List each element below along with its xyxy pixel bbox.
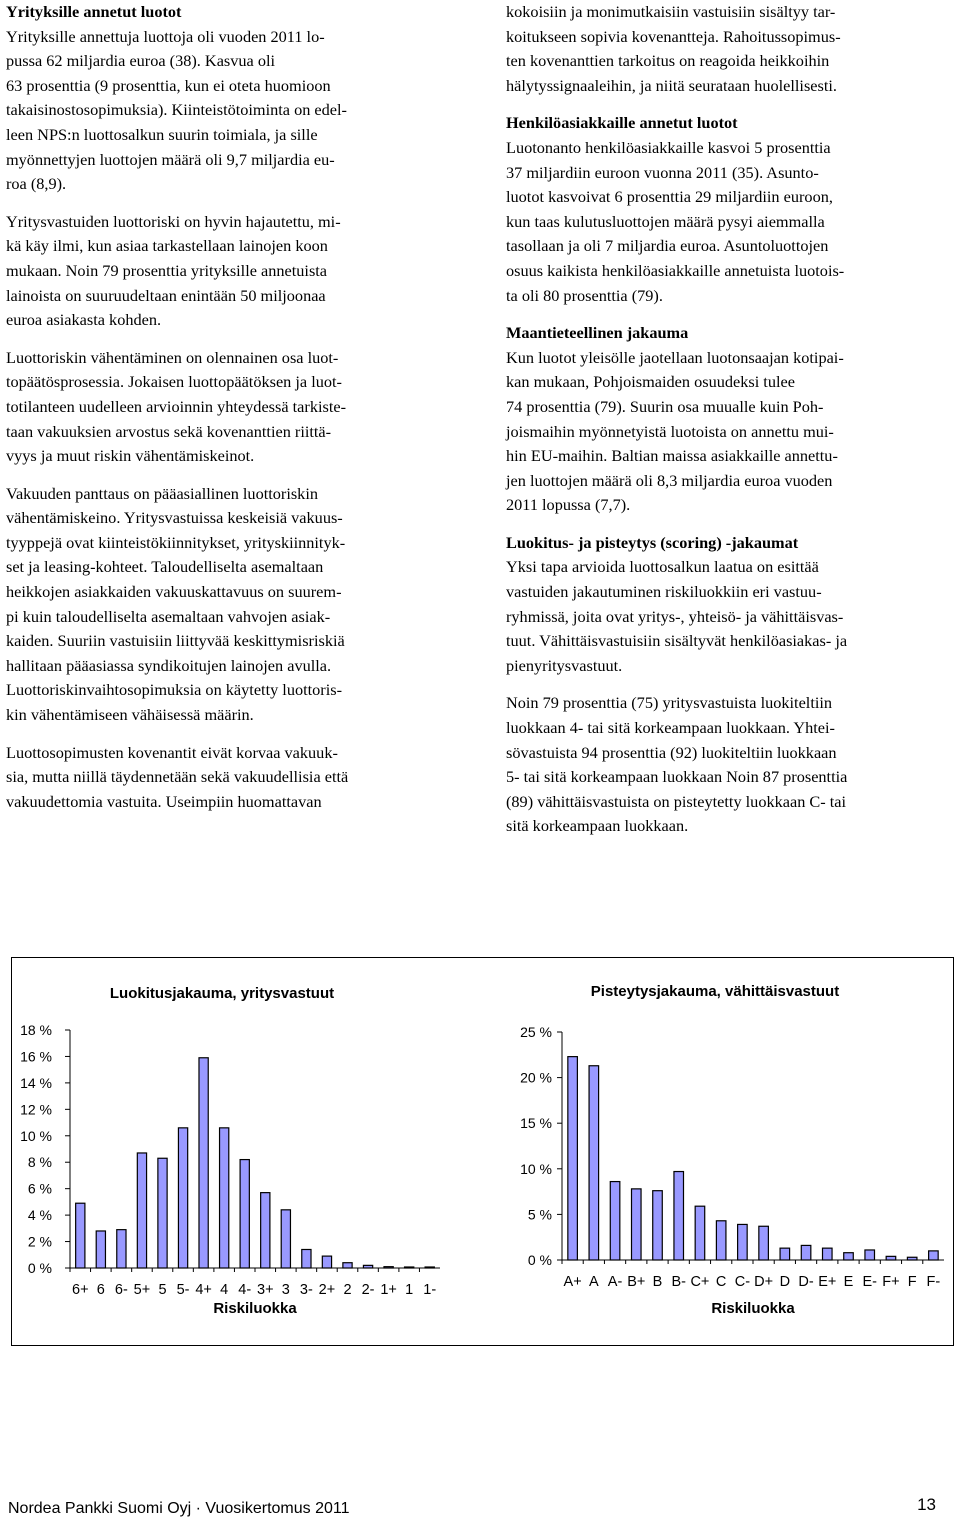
text-line: pienyritysvastuut. xyxy=(506,655,623,675)
y-tick-label: 6 % xyxy=(27,1180,52,1197)
bar xyxy=(96,1231,105,1268)
chart-title: Pisteytysjakauma, vähittäisvastuut xyxy=(590,983,840,1000)
charts-svg xyxy=(12,958,953,1345)
text-line: set ja leasing-kohteet. Taloudelliselta asemaltaan xyxy=(6,557,324,577)
paragraph xyxy=(506,321,954,518)
page-number: 13 xyxy=(917,1495,936,1514)
y-tick-label: 18 % xyxy=(20,1022,52,1038)
x-tick-label: 4+ xyxy=(195,1282,212,1298)
text-line: Yritysvastuiden luottoriski on hyvin hajautettu, mi- xyxy=(6,211,341,231)
x-tick-label: D+ xyxy=(754,1274,774,1290)
x-tick-label: B+ xyxy=(627,1274,646,1290)
bar xyxy=(568,1057,578,1260)
text-line: kun taas kulutusluottojen määrä pysyi aiemmalla xyxy=(506,211,825,231)
paragraph xyxy=(6,741,434,815)
x-tick-label: E- xyxy=(862,1274,877,1290)
text-line: 5- tai sitä korkeampaan luokkaan Noin 87 prosenttia xyxy=(506,767,848,787)
text-line: mukaan. Noin 79 prosenttia yrityksille annetuista xyxy=(6,260,328,280)
x-tick-label: 3+ xyxy=(257,1282,274,1298)
text-line: Vakuuden panttaus on pääasiallinen luottoriskin xyxy=(6,483,318,503)
y-tick-label: 8 % xyxy=(27,1154,52,1171)
text-line: vakuudettomia vastuita. Useimpiin huomattavan xyxy=(6,791,322,811)
bar xyxy=(716,1221,726,1260)
bar xyxy=(610,1182,620,1260)
x-tick-label: 2- xyxy=(361,1282,375,1298)
bar xyxy=(363,1265,372,1268)
x-tick-label: 3- xyxy=(299,1282,313,1298)
text-line: Noin 79 prosenttia (75) yritysvastuista luokiteltiin xyxy=(506,693,833,713)
text-line: lainoista on suuruudeltaan enintään 50 miljoonaa xyxy=(6,285,326,305)
chart-title: Luokitusjakauma, yritysvastuut xyxy=(109,985,335,1002)
charts-frame xyxy=(11,957,954,1346)
x-tick-label: 1 xyxy=(405,1282,414,1298)
text-line: hin EU-maihin. Baltian maissa asiakkaille annettu- xyxy=(506,446,838,466)
paragraph xyxy=(506,531,954,679)
bar xyxy=(302,1249,311,1268)
bar xyxy=(178,1128,187,1268)
text-line: ryhmissä, joita ovat yritys-, yhteisö- ja vähittäisvas- xyxy=(506,606,844,626)
text-line: joismaihin myönnetyistä luotoista on annettu mui- xyxy=(506,421,834,441)
bar xyxy=(261,1193,270,1268)
text-line: tuut. Vähittäisvastuisiin sisältyvät henkilöasiakas- ja xyxy=(506,631,848,651)
paragraph xyxy=(506,111,954,308)
bar xyxy=(137,1153,146,1268)
bar xyxy=(674,1172,684,1260)
text-line: sitä korkeampaan luokkaan. xyxy=(506,816,689,836)
x-tick-label: 2+ xyxy=(318,1282,336,1298)
bar xyxy=(844,1253,854,1260)
bar xyxy=(343,1263,352,1268)
paragraph xyxy=(6,482,434,728)
chart-1 xyxy=(20,985,440,1317)
bar xyxy=(653,1191,663,1260)
text-line: vastuiden jakautuminen riskiluokkiin eri vastuu- xyxy=(506,582,822,602)
y-tick-label: 25 % xyxy=(520,1024,552,1040)
x-tick-label: 1+ xyxy=(380,1282,397,1298)
text-line: vyys ja muut riskin vähentämiskeinot. xyxy=(6,446,255,466)
text-line: Yrityksille annettuja luottoja oli vuoden 2011 lo- xyxy=(6,26,325,46)
y-tick-label: 14 % xyxy=(20,1074,52,1091)
left-column xyxy=(6,0,434,827)
text-line: heikkojen asiakkaiden vakuuskattavuus on suurem- xyxy=(6,582,342,602)
text-line: (89) vähittäisvastuista on pisteytetty luokkaan C- tai xyxy=(506,791,847,811)
section-heading: Henkilöasiakkaille annetut luotot xyxy=(506,113,738,133)
bar xyxy=(632,1189,642,1260)
text-line: sövastuista 94 prosenttia (92) luokiteltiin luokkaan xyxy=(506,742,837,762)
bar xyxy=(695,1206,705,1260)
section-heading: Luokitus- ja pisteytys (scoring) -jakaumat xyxy=(506,532,799,552)
text-line: kaiden. Suuriin vastuisiin liittyvää keskittymisriskiä xyxy=(6,631,345,651)
bar xyxy=(801,1245,811,1260)
text-line: 2011 lopussa (7,7). xyxy=(506,495,631,515)
y-tick-label: 20 % xyxy=(520,1069,552,1086)
x-tick-label: D xyxy=(779,1274,791,1290)
section-heading: Maantieteellinen jakauma xyxy=(506,323,689,343)
bar xyxy=(865,1250,875,1260)
x-tick-label: 6 xyxy=(96,1282,105,1298)
y-tick-label: 0 % xyxy=(527,1252,552,1268)
bar xyxy=(76,1203,85,1268)
y-tick-label: 10 % xyxy=(520,1160,552,1177)
x-tick-label: C xyxy=(715,1274,727,1290)
text-line: Luotonanto henkilöasiakkaille kasvoi 5 prosenttia xyxy=(506,137,831,157)
bar xyxy=(240,1160,249,1268)
text-line: jen luottojen määrä oli 8,3 miljardia euroa vuoden xyxy=(506,470,833,490)
x-tick-label: B xyxy=(652,1274,663,1290)
x-tick-label: A- xyxy=(607,1274,623,1290)
bar xyxy=(220,1128,229,1268)
text-line: luokkaan 4- tai sitä korkeampaan luokkaan. Yhtei- xyxy=(506,718,835,738)
text-line: osuus kaikista henkilöasiakkaille annetuista luotois- xyxy=(506,260,845,280)
paragraph xyxy=(506,691,954,839)
y-tick-label: 0 % xyxy=(27,1260,52,1276)
x-tick-label: E xyxy=(843,1274,854,1290)
text-line: taan vakuuksien arvostus sekä kovenanttien riittä- xyxy=(6,421,332,441)
right-column xyxy=(506,0,954,852)
x-tick-label: C+ xyxy=(690,1274,710,1290)
text-line: hallitaan pääasiassa syndikoitujen lainojen avulla. xyxy=(6,655,332,675)
bar xyxy=(281,1210,290,1268)
text-line: Luottoriskin vähentäminen on olennainen osa luot- xyxy=(6,347,339,367)
y-tick-label: 15 % xyxy=(520,1115,552,1132)
bar xyxy=(405,1267,414,1268)
text-line: vähentämiskeino. Yritysvastuissa keskeisiä vakuus- xyxy=(6,508,343,528)
text-line: tasollaan ja oli 7 miljardia euroa. Asuntoluottojen xyxy=(506,236,829,256)
paragraph xyxy=(6,0,434,197)
x-tick-label: 3 xyxy=(281,1282,290,1298)
bar xyxy=(823,1248,833,1260)
text-line: ta oli 80 prosenttia (79). xyxy=(506,285,663,305)
paragraph xyxy=(6,346,434,469)
y-tick-label: 4 % xyxy=(27,1207,52,1224)
text-line: Luottosopimusten kovenantit eivät korvaa vakuuk- xyxy=(6,742,338,762)
text-line: 63 prosenttia (9 prosenttia, kun ei oteta huomioon xyxy=(6,75,331,95)
text-line: Yksi tapa arvioida luottosalkun laatua on esittää xyxy=(506,557,819,577)
text-line: kin vähentämiseen vähäisessä määrin. xyxy=(6,705,254,725)
x-tick-label: A xyxy=(588,1274,599,1290)
x-tick-label: F+ xyxy=(882,1274,900,1290)
bar xyxy=(322,1256,331,1268)
text-line: 74 prosenttia (79). Suurin osa muualle kuin Poh- xyxy=(506,396,824,416)
x-tick-label: E+ xyxy=(818,1274,837,1290)
text-line: koitukseen sopivia kovenantteja. Rahoitussopimus- xyxy=(506,26,841,46)
y-tick-label: 2 % xyxy=(27,1233,52,1250)
bar xyxy=(738,1224,748,1260)
x-tick-label: 2 xyxy=(343,1282,352,1298)
footer-text: Nordea Pankki Suomi Oyj · Vuosikertomus 2011 xyxy=(8,1500,350,1517)
bar xyxy=(158,1158,167,1268)
x-tick-label: 5+ xyxy=(133,1282,151,1298)
text-line: takaisinostosopimuksia). Kiinteistötoiminta on edel- xyxy=(6,100,347,120)
x-tick-label: 5 xyxy=(158,1282,167,1298)
bar xyxy=(886,1256,896,1260)
x-tick-label: A+ xyxy=(563,1274,582,1290)
text-line: kä käy ilmi, kun asiaa tarkastellaan lainojen koon xyxy=(6,236,328,256)
chart-2 xyxy=(520,983,944,1317)
x-tick-label: 1- xyxy=(423,1282,437,1298)
x-tick-label: 6- xyxy=(114,1282,128,1298)
x-tick-label: C- xyxy=(734,1274,751,1290)
y-tick-label: 5 % xyxy=(527,1206,552,1223)
x-axis-label: Riskiluokka xyxy=(213,1300,297,1317)
x-tick-label: 6+ xyxy=(72,1282,89,1298)
text-line: myönnettyjen luottojen määrä oli 9,7 miljardia eu- xyxy=(6,149,335,169)
text-line: kokoisiin ja monimutkaisiin vastuisiin sisältyy tar- xyxy=(506,2,836,21)
y-tick-label: 16 % xyxy=(20,1048,52,1065)
text-line: pi kuin taloudelliselta asemaltaan vahvojen asiak- xyxy=(6,606,331,626)
bar xyxy=(117,1230,126,1268)
text-line: luotot kasvoivat 6 prosenttia 29 miljardiin euroon, xyxy=(506,187,833,207)
text-line: totilanteen uudelleen arvioinnin yhteydessä tarkiste- xyxy=(6,396,346,416)
x-tick-label: F xyxy=(907,1274,917,1290)
text-line: Luottoriskinvaihtosopimuksia on käytetty luottoris- xyxy=(6,680,342,700)
paragraph xyxy=(506,0,954,98)
text-line: topäätösprosessia. Jokaisen luottopäätöksen ja luot- xyxy=(6,372,342,392)
text-line: hälytyssignaaleihin, ja niitä seurataan huolellisesti. xyxy=(506,75,837,95)
text-line: roa (8,9). xyxy=(6,174,67,194)
bar xyxy=(425,1267,434,1268)
text-line: pussa 62 miljardia euroa (38). Kasvua oli xyxy=(6,51,276,71)
x-tick-label: B- xyxy=(671,1274,686,1290)
bar xyxy=(199,1058,208,1268)
text-line: tyyppejä ovat kiinteistökiinnitykset, yrityskiinnityk- xyxy=(6,532,346,552)
bar xyxy=(929,1251,939,1260)
y-tick-label: 12 % xyxy=(20,1101,52,1118)
x-tick-label: 4- xyxy=(238,1282,252,1298)
x-tick-label: 5- xyxy=(176,1282,190,1298)
paragraph xyxy=(6,210,434,333)
bar xyxy=(780,1248,790,1260)
text-line: Kun luotot yleisölle jaotellaan luotonsaajan kotipai- xyxy=(506,347,844,367)
text-line: euroa asiakasta kohden. xyxy=(6,310,162,330)
y-tick-label: 10 % xyxy=(20,1127,52,1144)
text-line: kan mukaan, Pohjoismaiden osuudeksi tulee xyxy=(506,372,795,392)
x-tick-label: D- xyxy=(798,1274,814,1290)
bar xyxy=(384,1267,393,1268)
bar xyxy=(589,1066,599,1260)
bar xyxy=(907,1257,917,1260)
bar xyxy=(759,1226,769,1260)
text-line: 37 miljardiin euroon vuonna 2011 (35). Asunto- xyxy=(506,162,819,182)
text-line: sia, mutta niillä täydennetään sekä vakuudellisia että xyxy=(6,767,349,787)
x-axis-label: Riskiluokka xyxy=(711,1300,795,1317)
x-tick-label: 4 xyxy=(220,1282,229,1298)
section-heading: Yrityksille annetut luotot xyxy=(6,2,182,21)
text-line: leen NPS:n luottosalkun suurin toimiala, ja sille xyxy=(6,124,318,144)
x-tick-label: F- xyxy=(926,1274,941,1290)
text-line: ten kovenanttien tarkoitus on reagoida heikkoihin xyxy=(506,51,830,71)
